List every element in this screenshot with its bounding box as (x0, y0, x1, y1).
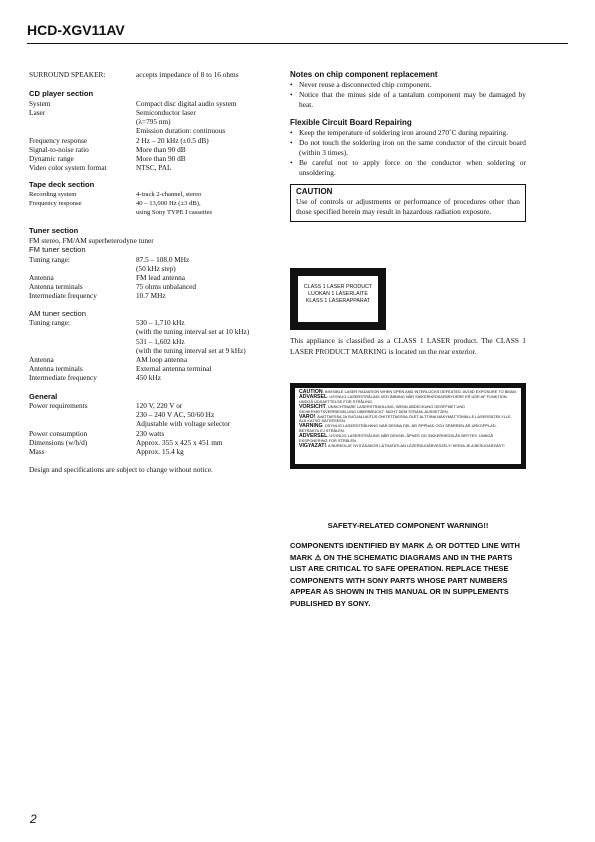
spec-key (29, 264, 136, 273)
spec-key (29, 337, 136, 346)
spec-key: Power consumption (29, 428, 88, 438)
warning-heading: VARNING (299, 423, 323, 430)
spec-row (29, 355, 279, 364)
spec-value: 531 – 1,602 kHz (136, 336, 185, 346)
spec-key: Signal-to-noise ratio (29, 144, 89, 154)
spec-row (29, 327, 279, 336)
warning-heading: ADVERSEL (299, 433, 328, 440)
warning-entry (295, 444, 521, 449)
spec-key: System (29, 98, 51, 108)
spec-value: More than 90 dB (136, 144, 186, 154)
safety-warning-text: COMPONENTS IDENTIFIED BY MARK ⚠ OR DOTTED LINE WITH MARK ⚠ ON THE SCHEMATIC DIAGRAMS AND IN THE PARTS LIST ARE CRITICAL TO SAFE OPERATION. REPLACE THESE COMPONENTS WITH SONY PARTS WHOSE PART NUMBERS APPEAR AS SHOWN IN THIS MANUAL OR IN SUPPLEMENTS PUBLISHED BY SONY. (290, 541, 520, 608)
spec-value: 120 V, 220 V or (136, 401, 183, 411)
cd-spec-list (29, 99, 279, 173)
bullet-item (290, 128, 526, 138)
spec-key: Frequency response (29, 135, 88, 145)
spec-row (29, 99, 279, 108)
tape-spec-list (29, 190, 279, 218)
spec-row (29, 282, 279, 291)
warning-label-inner (295, 388, 521, 464)
spec-value: AM loop antenna (136, 354, 188, 364)
spec-row (29, 438, 279, 447)
caution-title: CAUTION (296, 187, 333, 196)
spec-value: accepts impedance of 8 to 16 ohms (136, 70, 239, 79)
spec-key: Mass (29, 447, 45, 457)
surround-row (29, 70, 279, 79)
flex-bullet-list (290, 128, 526, 178)
laser-label-line: LUOKAN 1 LASERLAITE (308, 291, 368, 298)
spec-value: External antenna terminal (136, 364, 212, 374)
spec-value: FM lead antenna (136, 273, 186, 283)
spec-value: 10.7 MHz (136, 291, 166, 301)
warning-heading: VARO! (299, 413, 316, 420)
chip-notes-title: Notes on chip component replacement (290, 70, 438, 79)
spec-key: Recording system (29, 190, 77, 198)
bullet-item (290, 90, 526, 110)
spec-key: Antenna terminals (29, 282, 83, 292)
spec-value: 530 – 1,710 kHz (136, 318, 185, 328)
spec-row (29, 264, 279, 273)
design-note: Design and specifications are subject to change without notice. (29, 465, 213, 475)
warning-text: : UNSICHTBARE LASERSTRAHLUNG, WENN ABDECKUNG GEÖFFNET UND SICHERHEITSVERRIEGELUNG ÜBERBRÜCKT. NICHT DEM STRAHL AUSSETZEN. (299, 403, 465, 414)
spec-value: 40 – 13,000 Hz (±3 dB), (136, 200, 201, 208)
spec-row (29, 126, 279, 135)
spec-key (29, 117, 136, 126)
spec-row (29, 291, 279, 300)
warning-heading: ADVARSEL (299, 393, 328, 400)
spec-row (29, 373, 279, 382)
spec-value: 75 ohms unbalanced (136, 282, 196, 292)
laser-label-line: KLASS 1 LASERAPPARAT (305, 298, 371, 305)
bullet-text: Keep the temperature of soldering iron around 270˚C during repairing. (299, 128, 508, 137)
bullet-item (290, 80, 526, 90)
tuner-section-title: Tuner section (29, 226, 79, 236)
spec-row (29, 154, 279, 163)
spec-value: Semiconductor laser (136, 107, 196, 117)
spec-key: SURROUND SPEAKER: (29, 70, 106, 79)
spec-row (29, 108, 279, 117)
general-section-title: General (29, 391, 58, 401)
laser-warning-label (290, 383, 526, 469)
tuner-description: FM stereo, FM/AM superheterodyne tuner (29, 235, 154, 245)
spec-value: (with the tuning interval set at 10 kHz) (136, 327, 250, 337)
bullet-icon: • (290, 90, 293, 99)
spec-key: Antenna (29, 273, 54, 283)
spec-key: Tuning range: (29, 318, 70, 328)
spec-row (29, 429, 279, 438)
tape-section-title: Tape deck section (29, 180, 95, 190)
spec-row (29, 163, 279, 172)
spec-row (29, 318, 279, 327)
spec-value: 230 watts (136, 428, 165, 438)
warning-text: : OSYNLIG LASERSTRÅLNING NÄR DENNA DEL ÄR ÖPPNAD OCH SPÄRREN ÄR URKOPPLAD. BETRAKTA EJ STRÅLEN. (299, 423, 497, 434)
spec-row (29, 447, 279, 456)
bullet-icon: • (290, 138, 293, 147)
spec-row (29, 255, 279, 264)
spec-key (29, 208, 136, 217)
spec-value: 230 – 240 V AC, 50/60 Hz (136, 410, 215, 420)
spec-key: Antenna (29, 354, 54, 364)
spec-row (29, 346, 279, 355)
spec-value: using Sony TYPE I cassettes (136, 209, 213, 217)
am-spec-list (29, 318, 279, 382)
spec-key: Intermediate frequency (29, 373, 97, 383)
warning-text: : INVISIBLE LASER RADIATION WHEN OPEN AND INTERLOCKS DEFEATED. AVOID EXPOSURE TO BEAM. (322, 389, 517, 394)
spec-key: Antenna terminals (29, 364, 83, 374)
spec-row (29, 208, 279, 217)
spec-row (29, 410, 279, 419)
spec-value: Emission duration: continuous (136, 126, 226, 136)
spec-row (29, 117, 279, 126)
spec-row (29, 199, 279, 208)
bullet-item (290, 158, 526, 178)
spec-value: 450 kHz (136, 373, 161, 383)
page-number: 2 (30, 812, 37, 826)
spec-value: (λ=795 nm) (136, 117, 171, 127)
bullet-text: Do not touch the soldering iron on the same conductor of the circuit board (within 3 times). (299, 138, 526, 157)
notes-column (290, 70, 526, 222)
am-section-title: AM tuner section (29, 308, 86, 318)
spec-key (29, 419, 136, 428)
warning-text: : USYNLIG LASERSTRÅLING VED ÅBNING NÅR SIKKERHEDSAFBRYDERE ER UDE AF FUNKTION. UNDGÅ UDSAETTELSE FOR STRÅLING. (299, 393, 508, 404)
spec-value: More than 90 dB (136, 153, 186, 163)
model-title: HCD-XGV11AV (27, 22, 125, 38)
spec-key: Intermediate frequency (29, 291, 97, 301)
spec-key (29, 410, 136, 419)
spec-row (29, 190, 279, 199)
spec-key: Laser (29, 107, 46, 117)
warning-text: : A BURKOLAT NYITÁSAKOR LÁTHATATLAN LÉZERSUGÁRVESZÉLY! KERÜLJE A BESUGÁRZÁST! (326, 442, 505, 448)
bullet-text: Notice that the minus side of a tantalum component may be damaged by heat. (299, 90, 526, 109)
warning-text: : AVATTAESSA JA SUOJALUKITUS OHITETTAESSA OLET ALTTIINA NÄKYMÄTTÖMÄLLE LASERSÄTEILYLLE. ÄLÄ KATSO SÄTEESEEN. (299, 413, 512, 424)
spec-value: Approx. 15.4 kg (136, 447, 184, 457)
warning-list (295, 388, 521, 449)
spec-row (29, 337, 279, 346)
bullet-item (290, 138, 526, 158)
caution-text: Use of controls or adjustments or performance of procedures other than those specified herein may result in hazardous radiation exposure. (296, 197, 520, 216)
warning-heading: VIGYAZAT! (299, 442, 327, 449)
bullet-text: Never reuse a disconnected chip component. (299, 80, 432, 89)
spec-key (29, 346, 136, 355)
laser-label-line: CLASS 1 LASER PRODUCT (303, 284, 373, 290)
fm-section-title: FM tuner section (29, 245, 86, 255)
spec-value: 87.5 – 108.0 MHz (136, 254, 190, 264)
spec-value: NTSC, PAL (136, 163, 172, 173)
class-note: This appliance is classified as a CLASS 1 LASER product. The CLASS 1 LASER PRODUCT MARKING is located on the rear exterior. (290, 336, 526, 356)
header-rule (27, 43, 568, 44)
class1-laser-label (290, 268, 386, 330)
spec-row (29, 145, 279, 154)
spec-key: Tuning range: (29, 254, 70, 264)
spec-value: Compact disc digital audio system (136, 98, 237, 108)
spec-value: (with the tuning interval set at 9 kHz) (136, 345, 246, 355)
caution-box (290, 184, 526, 222)
spec-row (29, 419, 279, 428)
flex-repair-title: Flexible Circuit Board Repairing (290, 118, 412, 127)
spec-row (29, 364, 279, 373)
spec-key: Dynamic range (29, 153, 74, 163)
spec-row (29, 401, 279, 410)
chip-bullet-list (290, 80, 526, 110)
bullet-icon: • (290, 158, 293, 167)
spec-key: Video color system format (29, 163, 107, 173)
laser-label-inner (298, 276, 378, 322)
warning-text: : USYNLIG LASERSTRÅLING NÅR DEKSEL ÅPNES OG SIKKERHEDSLÅS BRYTES. UNNGÅ EKSPONERING FOR STRÅLEN. (299, 433, 494, 444)
warning-heading: CAUTION (299, 389, 323, 395)
general-spec-list (29, 401, 279, 456)
spec-value: (50 kHz step) (136, 263, 176, 273)
spec-key: Frequency response (29, 200, 82, 208)
spec-key (29, 327, 136, 336)
bullet-icon: • (290, 128, 293, 137)
spec-value: 2 Hz – 20 kHz (±0.5 dB) (136, 135, 209, 145)
spec-value: Adjustable with voltage selector (136, 419, 231, 429)
bullet-text: Be careful not to apply force on the conductor when soldering or unsoldering. (299, 158, 526, 177)
safety-warning-title: SAFETY-RELATED COMPONENT WARNING!! (327, 521, 489, 530)
spec-value: 4-track 2-channel, stereo (136, 190, 202, 198)
specifications-column (29, 70, 279, 475)
spec-value: Approx. 355 x 425 x 451 mm (136, 437, 223, 447)
spec-row (29, 273, 279, 282)
spec-row (29, 136, 279, 145)
warning-heading: VORSICHT (299, 403, 326, 410)
spec-key: Power requirements (29, 401, 88, 411)
bullet-icon: • (290, 80, 293, 89)
spec-key (29, 126, 136, 135)
cd-section-title: CD player section (29, 89, 94, 99)
spec-key: Dimensions (w/h/d) (29, 437, 88, 447)
fm-spec-list (29, 255, 279, 301)
